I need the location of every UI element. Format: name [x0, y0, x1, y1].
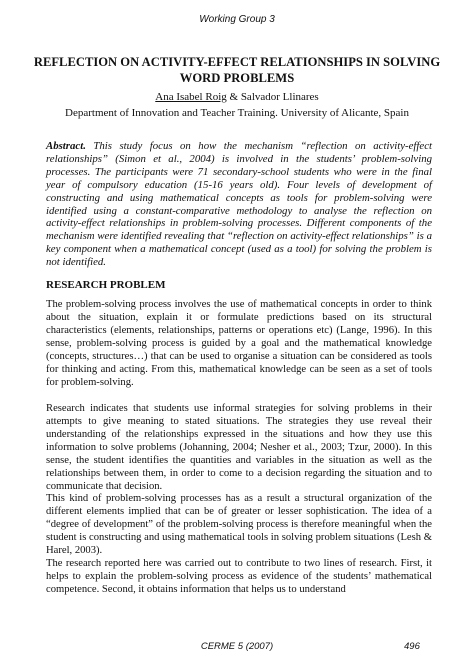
abstract-text: This study focus on how the mechanism “reflection on activity-effect relationships” (Simon et al., 2004) is involved in the students’ problem-solving processes. The participants were 71 secondary-school students who were in the final year of compulsory education (15-16 years old). Four levels of development of constructing and using mathematical concepts as tools for problem-solving were identified using a constant-comparative methodology to analyse the reflection on activity-effect relationships in problem-solving processes. Different components of the mechanism were identified revealing that “reflection on activity-effect relationships” is a key component when a mathematical concept (used as a tool) for solving the problem is not identified.: [46, 140, 432, 269]
author-name: Salvador Llinares: [240, 91, 319, 103]
body-paragraph: The research reported here was carried out to contribute to two lines of research. First, it helps to explain the problem-solving process as evidence of the students’ mathematical competence. Second, it obtains information that helps us to understand: [46, 558, 432, 595]
body-paragraph: This kind of problem-solving processes has as a result a structural organization of the different elements implied that can be of greater or lesser sophistication. The idea of a “degree of development” of the problem-solving process is therefore meaningful when the student is constructing and using mathematical tools in solving problem situations (Lesh & Harel, 2003).: [46, 493, 432, 556]
paper-title: REFLECTION ON ACTIVITY-EFFECT RELATIONSHIPS IN SOLVING WORD PROBLEMS: [33, 55, 441, 85]
body-paragraph: Research indicates that students use informal strategies for solving problems in their attempts to give meaning to stated situations. The strategies they use reveal their understanding of the relationships expressed in the situations and how they use this information to solve problems (Johanning, 2004; Nesher et al., 2003; Tzur, 2000). In this sense, the student identifies the quantities and variables in the situation as well as the relationships between them, in order to come to a decision regarding the situation and to communicate that decision.: [46, 403, 432, 492]
affiliation: Department of Innovation and Teacher Training. University of Alicante, Spain: [65, 107, 409, 119]
author-separator: &: [226, 91, 241, 103]
section-heading: RESEARCH PROBLEM: [46, 279, 166, 291]
abstract-label: Abstract.: [46, 140, 86, 152]
author-link[interactable]: Ana Isabel Roig: [155, 91, 227, 103]
abstract: [46, 140, 432, 269]
body-paragraph: The problem-solving process involves the use of mathematical concepts in order to think about the situation, explain it or formulate predictions based on its structural characteristics (elements, relationships, patterns or operations etc) (Lange, 1996). In this sense, problem-solving process is guided by a goal and the mathematical knowledge (concepts, structures…) that can be used to organise a situation can be considered as tools for thinking and acting. From this, mathematical knowledge can be seen as a set of tools for problem-solving.: [46, 299, 432, 388]
authors: [0, 90, 474, 104]
running-head: Working Group 3: [199, 14, 275, 25]
page-number: 496: [404, 641, 420, 652]
footer-conference: CERME 5 (2007): [200, 641, 274, 652]
